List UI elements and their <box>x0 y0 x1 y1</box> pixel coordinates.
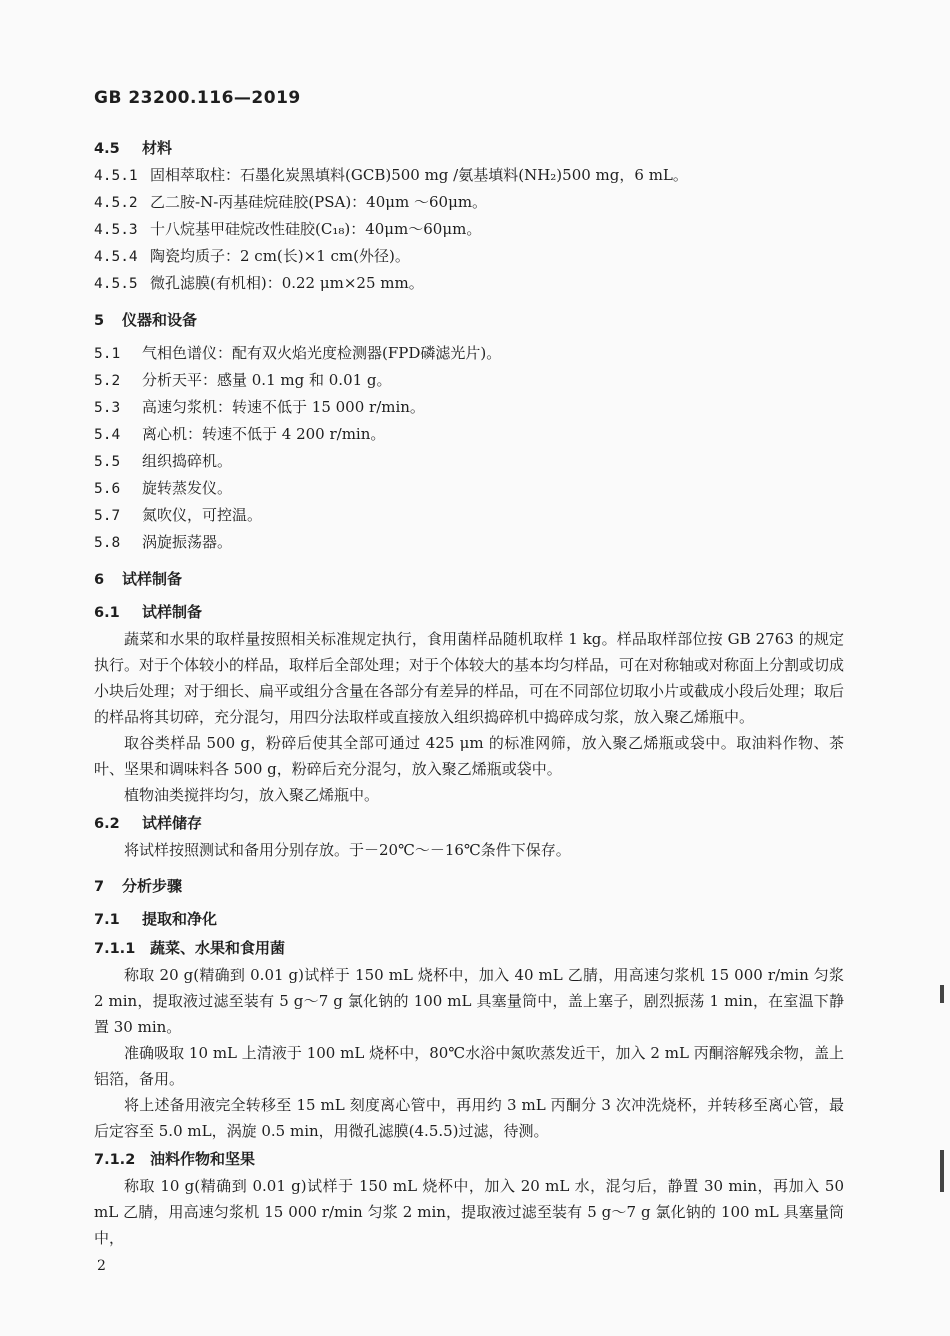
item-number: 5.7 <box>94 508 121 524</box>
list-item <box>94 162 844 189</box>
item-number: 4.5.5 <box>94 276 138 292</box>
scan-edge-mark <box>940 985 944 1003</box>
list-item <box>94 243 844 270</box>
item-text: 旋转蒸发仪。 <box>142 479 233 497</box>
paragraph: 将试样按照测试和备用分别存放。于－20℃～－16℃条件下保存。 <box>124 841 571 859</box>
list-item <box>94 394 844 421</box>
section-title: 提取和净化 <box>142 910 218 928</box>
item-number: 4.5.4 <box>94 249 138 265</box>
section-number: 7.1.2 <box>94 1152 136 1168</box>
section-number: 4.5 <box>94 141 120 157</box>
section-title: 油料作物和坚果 <box>150 1150 256 1168</box>
standard-number-header: GB 23200.116—2019 <box>94 88 301 108</box>
paragraph: 称取 10 g(精确到 0.01 g)试样于 150 mL 烧杯中，加入 20 mL 水，混匀后，静置 30 min，再加入 50 mL 乙腈，用高速匀浆机 15 000 r/min 匀浆 2 min，提取液过滤至装有 5 g～7 g 氯化钠的 100 mL 具塞量筒中， <box>94 1177 844 1247</box>
list-item <box>94 475 844 502</box>
paragraph: 蔬菜和水果的取样量按照相关标准规定执行，食用菌样品随机取样 1 kg。样品取样部位按 GB 2763 的规定执行。对于个体较小的样品，取样后全部处理；对于个体较大的基本均匀样品，可在对称轴或对称面上分割或切成小块后处理；对于细长、扁平或组分含量在各部分有差异的样品，可在不同部位切取小片或截成小段后处理；取后的样品将其切碎，充分混匀，用四分法取样或直接放入组织捣碎机中捣碎成匀浆，放入聚乙烯瓶中。 <box>94 630 845 726</box>
section-title: 蔬菜、水果和食用菌 <box>150 939 286 957</box>
paragraph: 称取 20 g(精确到 0.01 g)试样于 150 mL 烧杯中，加入 40 mL 乙腈，用高速匀浆机 15 000 r/min 匀浆 2 min，提取液过滤至装有 5 g～7 g 氯化钠的 100 mL 具塞量筒中，盖上塞子，剧烈振荡 1 min，在室温下静置 30 min。 <box>94 966 844 1036</box>
section-number: 5 <box>94 313 105 329</box>
list-item <box>94 502 844 529</box>
item-number: 5.5 <box>94 454 121 470</box>
item-text: 氮吹仪，可控温。 <box>142 506 263 524</box>
subsection-heading <box>94 599 844 626</box>
list-item <box>94 340 844 367</box>
section-heading <box>94 566 844 593</box>
subsection-heading <box>94 810 844 837</box>
section-number: 7.1 <box>94 912 120 928</box>
paragraph: 将上述备用液完全转移至 15 mL 刻度离心管中，再用约 3 mL 丙酮分 3 次冲洗烧杯，并转移至离心管，最后定容至 5.0 mL，涡旋 0.5 min，用微孔滤膜(4.5.5)过滤，待测。 <box>94 1096 844 1140</box>
section-title: 分析步骤 <box>122 877 183 895</box>
item-number: 4.5.1 <box>94 168 138 184</box>
section-number: 6 <box>94 572 105 588</box>
item-number: 4.5.3 <box>94 222 138 238</box>
paragraph: 植物油类搅拌均匀，放入聚乙烯瓶中。 <box>124 786 380 804</box>
item-number: 5.8 <box>94 535 121 551</box>
item-text: 陶瓷均质子：2 cm(长)×1 cm(外径)。 <box>150 247 410 265</box>
section-number: 6.2 <box>94 816 120 832</box>
scan-edge-mark <box>940 1150 944 1192</box>
list-item <box>94 529 844 556</box>
list-item <box>94 270 844 297</box>
item-number: 5.6 <box>94 481 121 497</box>
item-number: 5.2 <box>94 373 121 389</box>
item-text: 组织捣碎机。 <box>142 452 233 470</box>
list-item <box>94 367 844 394</box>
paragraph: 取谷类样品 500 g，粉碎后使其全部可通过 425 μm 的标准网筛，放入聚乙烯瓶或袋中。取油料作物、茶叶、坚果和调味料各 500 g，粉碎后充分混匀，放入聚乙烯瓶或袋中。 <box>94 734 844 778</box>
item-text: 气相色谱仪：配有双火焰光度检测器(FPD磷滤光片)。 <box>142 344 502 362</box>
subsection-heading <box>94 1146 844 1173</box>
item-number: 5.1 <box>94 346 121 362</box>
section-number: 7.1.1 <box>94 941 136 957</box>
subsection-heading <box>94 906 844 933</box>
item-text: 分析天平：感量 0.1 mg 和 0.01 g。 <box>142 371 392 389</box>
item-number: 4.5.2 <box>94 195 138 211</box>
item-number: 5.3 <box>94 400 121 416</box>
item-text: 微孔滤膜(有机相)：0.22 μm×25 mm。 <box>150 274 424 292</box>
section-heading <box>94 307 844 334</box>
section-title: 试样制备 <box>122 570 183 588</box>
item-text: 离心机：转速不低于 4 200 r/min。 <box>142 425 386 443</box>
item-text: 高速匀浆机：转速不低于 15 000 r/min。 <box>142 398 425 416</box>
section-title: 试样制备 <box>142 603 203 621</box>
list-item <box>94 448 844 475</box>
list-item <box>94 189 844 216</box>
paragraph: 准确吸取 10 mL 上清液于 100 mL 烧杯中，80℃水浴中氮吹蒸发近干，加入 2 mL 丙酮溶解残余物，盖上铝箔，备用。 <box>94 1044 844 1088</box>
item-number: 5.4 <box>94 427 121 443</box>
page-content <box>94 135 844 1251</box>
page-number: 2 <box>97 1258 106 1274</box>
section-heading <box>94 873 844 900</box>
section-title: 仪器和设备 <box>122 311 198 329</box>
subsection-heading <box>94 935 844 962</box>
list-item <box>94 421 844 448</box>
section-title: 试样储存 <box>142 814 203 832</box>
item-text: 涡旋振荡器。 <box>142 533 233 551</box>
item-text: 乙二胺-N-丙基硅烷硅胶(PSA)：40μm ～60μm。 <box>150 193 488 211</box>
list-item <box>94 216 844 243</box>
section-number: 7 <box>94 879 105 895</box>
item-text: 固相萃取柱：石墨化炭黑填料(GCB)500 mg /氨基填料(NH₂)500 mg，6 mL。 <box>150 166 688 184</box>
item-text: 十八烷基甲硅烷改性硅胶(C₁₈)：40μm～60μm。 <box>150 220 482 238</box>
section-heading <box>94 135 844 162</box>
section-title: 材料 <box>142 139 173 157</box>
section-number: 6.1 <box>94 605 120 621</box>
